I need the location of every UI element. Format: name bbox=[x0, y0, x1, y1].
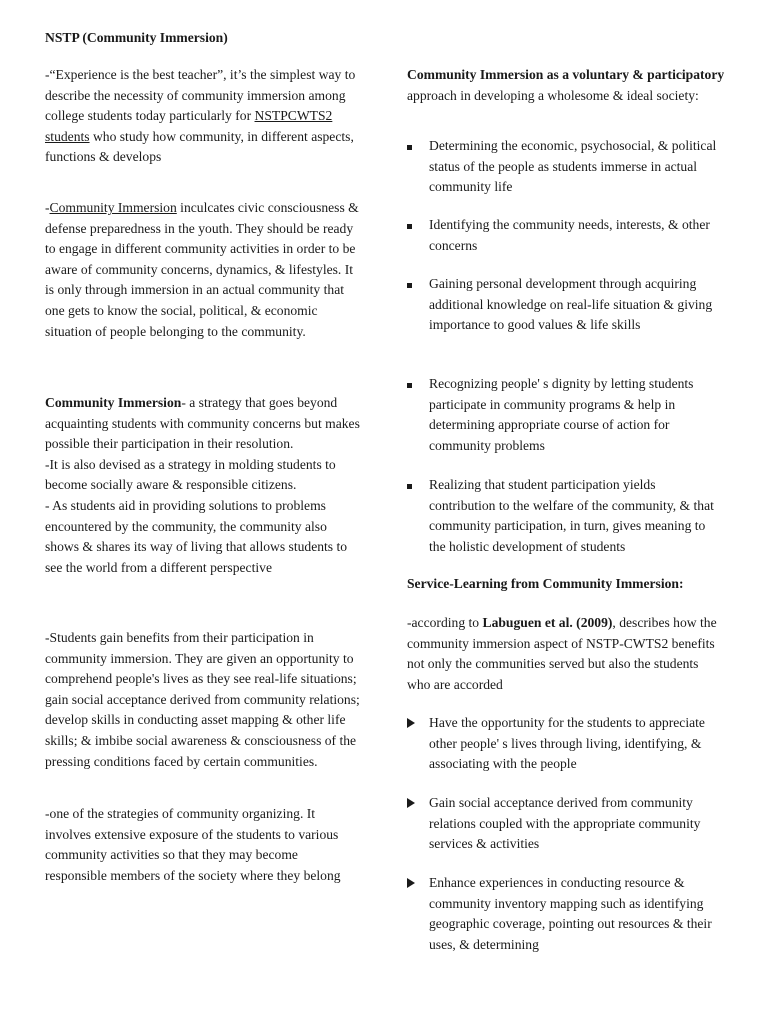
voluntary-heading-text: approach in developing a wholesome & ideal society: bbox=[407, 87, 699, 103]
labuguen-text-end: , describes how the community immersion aspect of NSTP-CWTS2 benefits not only the communities served but also the students who are accorded bbox=[407, 615, 717, 692]
strategy-term: Community Immersion bbox=[45, 395, 182, 410]
arrow-bullet-icon bbox=[407, 793, 423, 815]
list-item bbox=[407, 475, 725, 557]
labuguen-citation: Labuguen et al. (2009) bbox=[482, 615, 613, 630]
strategy-text: - a strategy that goes beyond acquainting students with community concerns but makes possible their participation in their resolution. bbox=[45, 395, 360, 452]
list-item-text: Have the opportunity for the students to appreciate other people' s lives through living, identifying, & associating with the people bbox=[429, 715, 705, 772]
labuguen-paragraph bbox=[407, 613, 725, 695]
list-item bbox=[407, 873, 725, 955]
community-immersion-link: Community Immersion bbox=[49, 200, 177, 215]
list-item bbox=[407, 374, 725, 456]
square-bullet-icon bbox=[407, 374, 423, 395]
list-item bbox=[407, 713, 725, 775]
strategy-line-3: - As students aid in providing solutions to problems encountered by the community, the community also shows & shares its way of living that allows students to see the world from a different perspective bbox=[45, 497, 348, 575]
strategy-line-2: -It is also devised as a strategy in molding students to become socially aware & responsible citizens. bbox=[45, 456, 336, 493]
list-item-text: Enhance experiences in conducting resource & community inventory mapping such as identifying geographic coverage, pointing out resources & their uses, & determining bbox=[429, 875, 712, 952]
intro-text: -“Experience is the best teacher”, it’s the simplest way to describe the necessity of community immersion among college students today particularly for bbox=[45, 67, 356, 124]
civic-dash: - bbox=[45, 200, 50, 215]
strategy-definition bbox=[45, 393, 363, 455]
list-item bbox=[407, 215, 725, 256]
labuguen-text: -according to bbox=[407, 615, 483, 630]
voluntary-heading bbox=[407, 65, 725, 106]
voluntary-heading-bold: Community Immersion as a voluntary & participatory bbox=[407, 67, 725, 82]
list-item-text: Identifying the community needs, interests, & other concerns bbox=[429, 217, 710, 253]
list-item bbox=[407, 136, 725, 198]
page-title: NSTP (Community Immersion) bbox=[45, 30, 228, 45]
square-bullet-icon bbox=[407, 475, 423, 496]
list-item-text: Gain social acceptance derived from community relations coupled with the appropriate community services & activities bbox=[429, 795, 701, 852]
civic-paragraph bbox=[45, 198, 363, 342]
arrow-bullet-icon bbox=[407, 713, 423, 735]
list-item-text: Determining the economic, psychosocial, & political status of the people as students immerse in actual community life bbox=[429, 138, 717, 195]
intro-paragraph bbox=[45, 65, 363, 168]
civic-text: inculcates civic consciousness & defense preparedness in the youth. They should be ready to engage in different community activities in order to be aware of community concerns, dynamics, & lifestyles. It is only through immersion in an actual community that one gets to know the social, political, & economic situation of people belonging to the community. bbox=[45, 200, 359, 339]
intro-text-end: who study how community, in different aspects, functions & develops bbox=[45, 128, 354, 165]
list-item bbox=[407, 274, 725, 336]
square-bullet-icon bbox=[407, 136, 423, 157]
square-bullet-icon bbox=[407, 274, 423, 295]
arrow-bullet-icon bbox=[407, 873, 423, 895]
list-item-text: Realizing that student participation yields contribution to the welfare of the community, & that community participation, in turn, gives meaning to the holistic development of students bbox=[429, 477, 714, 554]
list-item-text: Recognizing people' s dignity by letting students participate in community programs & help in determining appropriate course of action for community problems bbox=[429, 376, 694, 453]
list-item-text: Gaining personal development through acquiring additional knowledge on real-life situation & giving importance to good values & life skills bbox=[429, 276, 713, 333]
benefits-paragraph: -Students gain benefits from their participation in community immersion. They are given an opportunity to comprehend people's lives as they see real-life situations; gain social acceptance derived from community relations; develop skills in conducting asset mapping & other life skills; & imbibe social awareness & consciousness of the pressing conditions faced by certain communities. bbox=[45, 630, 360, 769]
square-bullet-icon bbox=[407, 215, 423, 236]
service-learning-heading: Service-Learning from Community Immersion: bbox=[407, 576, 684, 591]
organizing-paragraph: -one of the strategies of community organizing. It involves extensive exposure of the students to various community activities so that they may become responsible members of the society where they belong bbox=[45, 806, 341, 883]
nstpcwts2-students-link: NSTPCWTS2 students bbox=[45, 108, 333, 144]
strategy-section bbox=[45, 393, 363, 578]
list-item bbox=[407, 793, 725, 855]
